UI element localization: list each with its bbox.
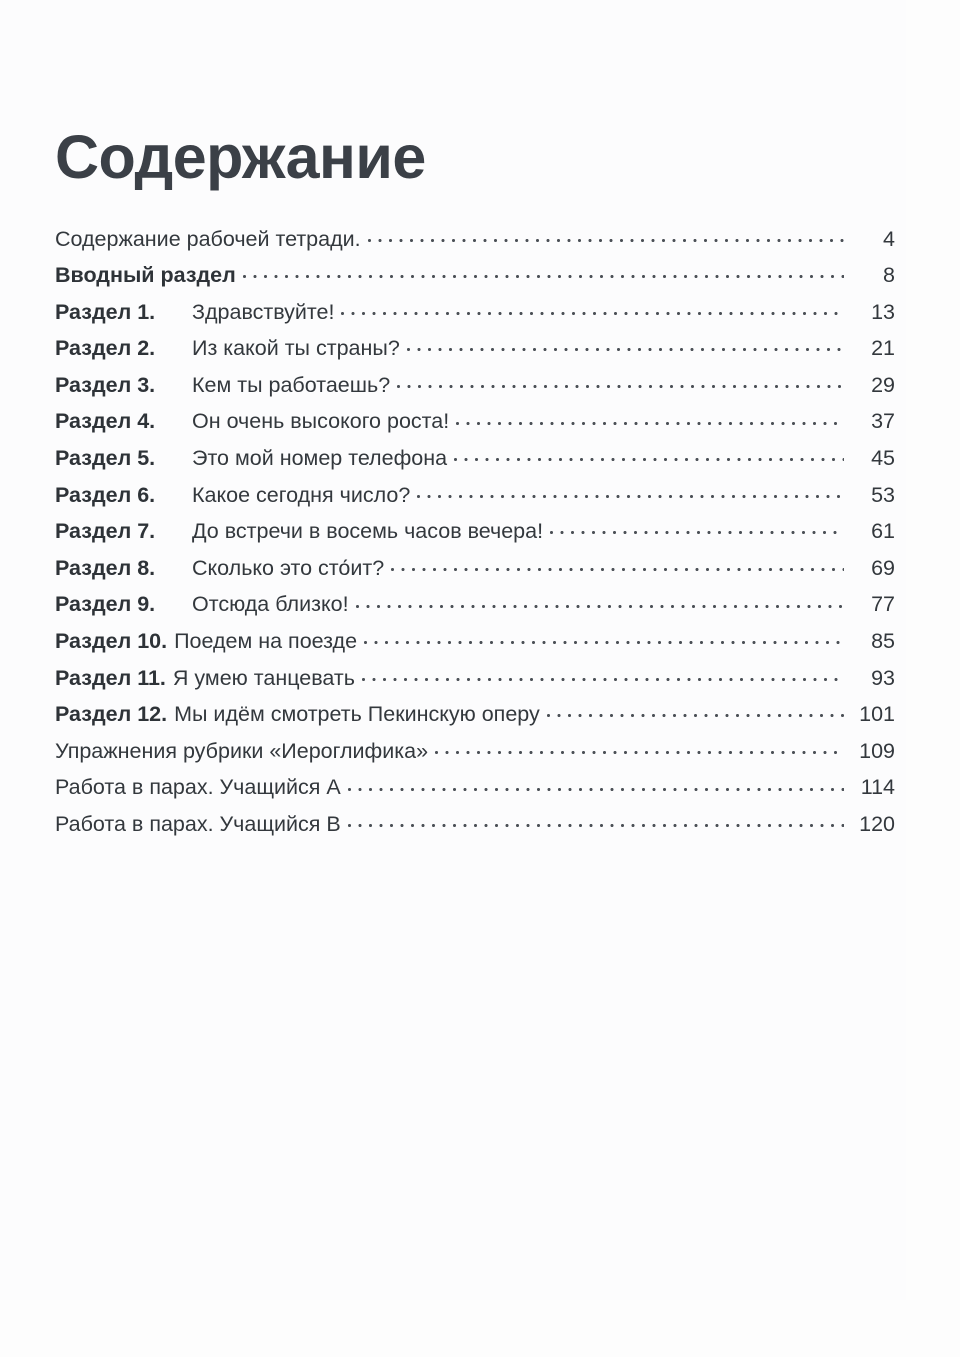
dot-leader bbox=[341, 297, 844, 319]
toc-entry-title: Работа в парах. Учащийся А bbox=[55, 775, 341, 800]
toc-page-number: 13 bbox=[871, 299, 895, 324]
toc-entry-title: Из какой ты страны? bbox=[192, 336, 400, 361]
toc-page-number: 21 bbox=[871, 336, 895, 361]
toc-entry-title: Он очень высокого роста! bbox=[192, 409, 450, 434]
toc-entry[interactable] bbox=[55, 334, 895, 371]
dot-leader bbox=[417, 480, 844, 502]
toc-page-number: 109 bbox=[859, 738, 895, 763]
toc-entry-title: Упражнения рубрики «Иероглифика» bbox=[55, 738, 429, 763]
dot-leader bbox=[454, 444, 844, 466]
toc-entry[interactable] bbox=[55, 444, 895, 481]
toc-entry[interactable] bbox=[55, 261, 895, 298]
toc-page-number: 93 bbox=[871, 665, 895, 690]
dot-leader bbox=[547, 700, 844, 722]
toc-entry-title: Поедем на поезде bbox=[174, 629, 358, 654]
dot-leader bbox=[407, 334, 844, 356]
toc-page-number: 101 bbox=[859, 702, 895, 727]
toc-page-number: 53 bbox=[871, 482, 895, 507]
toc-section-label: Раздел 5. bbox=[55, 446, 156, 471]
toc-page-number: 4 bbox=[883, 226, 895, 251]
toc-entry[interactable] bbox=[55, 297, 895, 334]
toc-entry-title: Мы идём смотреть Пекинскую оперу bbox=[174, 702, 540, 727]
toc-section-label: Раздел 9. bbox=[55, 592, 156, 617]
toc-section-label: Раздел 10. bbox=[55, 629, 168, 654]
dot-leader bbox=[456, 407, 844, 429]
toc-page-number: 114 bbox=[860, 775, 895, 800]
toc-entry[interactable] bbox=[55, 590, 895, 627]
page-title: Содержание bbox=[55, 122, 426, 191]
toc-section-label: Раздел 3. bbox=[55, 372, 156, 397]
dot-leader bbox=[550, 517, 844, 539]
dot-leader bbox=[364, 627, 844, 649]
dot-leader bbox=[243, 261, 844, 283]
toc-page-number: 29 bbox=[871, 372, 895, 397]
dot-leader bbox=[435, 736, 844, 758]
toc-section-label: Раздел 7. bbox=[55, 519, 156, 544]
table-of-contents bbox=[55, 224, 895, 846]
toc-entry[interactable] bbox=[55, 480, 895, 517]
toc-entry[interactable] bbox=[55, 370, 895, 407]
dot-leader bbox=[391, 553, 844, 575]
toc-section-label: Раздел 4. bbox=[55, 409, 156, 434]
toc-entry-title: Я умею танцевать bbox=[172, 665, 355, 690]
toc-page-number: 120 bbox=[859, 812, 895, 836]
toc-page-number: 85 bbox=[871, 629, 895, 654]
toc-section-label: Раздел 12. bbox=[55, 702, 168, 727]
toc-page-number: 8 bbox=[883, 263, 895, 288]
toc-entry-title: Содержание рабочей тетради. bbox=[55, 226, 361, 251]
toc-entry-title: Работа в парах. Учащийся В bbox=[55, 812, 341, 836]
toc-entry-title: Это мой номер телефона bbox=[192, 446, 448, 471]
toc-entry-title: Кем ты работаешь? bbox=[192, 372, 391, 397]
toc-entry[interactable] bbox=[55, 773, 895, 810]
dot-leader bbox=[348, 810, 844, 832]
toc-section-label: Раздел 6. bbox=[55, 482, 156, 507]
toc-section-label: Раздел 8. bbox=[55, 555, 156, 580]
dot-leader bbox=[348, 773, 844, 795]
dot-leader bbox=[368, 224, 844, 246]
toc-section-label: Раздел 1. bbox=[55, 299, 156, 324]
toc-entry-title: Вводный раздел bbox=[55, 263, 236, 288]
toc-entry[interactable] bbox=[55, 553, 895, 590]
toc-entry-title: Здравствуйте! bbox=[192, 299, 335, 324]
toc-entry-title: Какое сегодня число? bbox=[192, 482, 411, 507]
toc-entry[interactable] bbox=[55, 663, 895, 700]
toc-entry[interactable] bbox=[55, 517, 895, 554]
toc-section-label: Раздел 2. bbox=[55, 336, 156, 361]
toc-entry-title: Сколько это сто́ит? bbox=[192, 555, 385, 580]
dot-leader bbox=[356, 590, 844, 612]
toc-entry[interactable] bbox=[55, 700, 895, 737]
toc-entry[interactable] bbox=[55, 224, 895, 261]
dot-leader bbox=[397, 370, 844, 392]
toc-entry[interactable] bbox=[55, 736, 895, 773]
toc-page-number: 37 bbox=[871, 409, 895, 434]
toc-entry-title: Отсюда близко! bbox=[192, 592, 349, 617]
toc-page-number: 77 bbox=[871, 592, 895, 617]
toc-entry[interactable] bbox=[55, 407, 895, 444]
dot-leader bbox=[362, 663, 844, 685]
toc-entry-title: До встречи в восемь часов вечера! bbox=[192, 519, 544, 544]
toc-entry[interactable] bbox=[55, 627, 895, 664]
toc-entry[interactable] bbox=[55, 810, 895, 847]
toc-page-number: 69 bbox=[871, 555, 895, 580]
toc-page-number: 61 bbox=[871, 519, 895, 544]
toc-page-number: 45 bbox=[871, 446, 895, 471]
toc-section-label: Раздел 11. bbox=[55, 665, 166, 690]
